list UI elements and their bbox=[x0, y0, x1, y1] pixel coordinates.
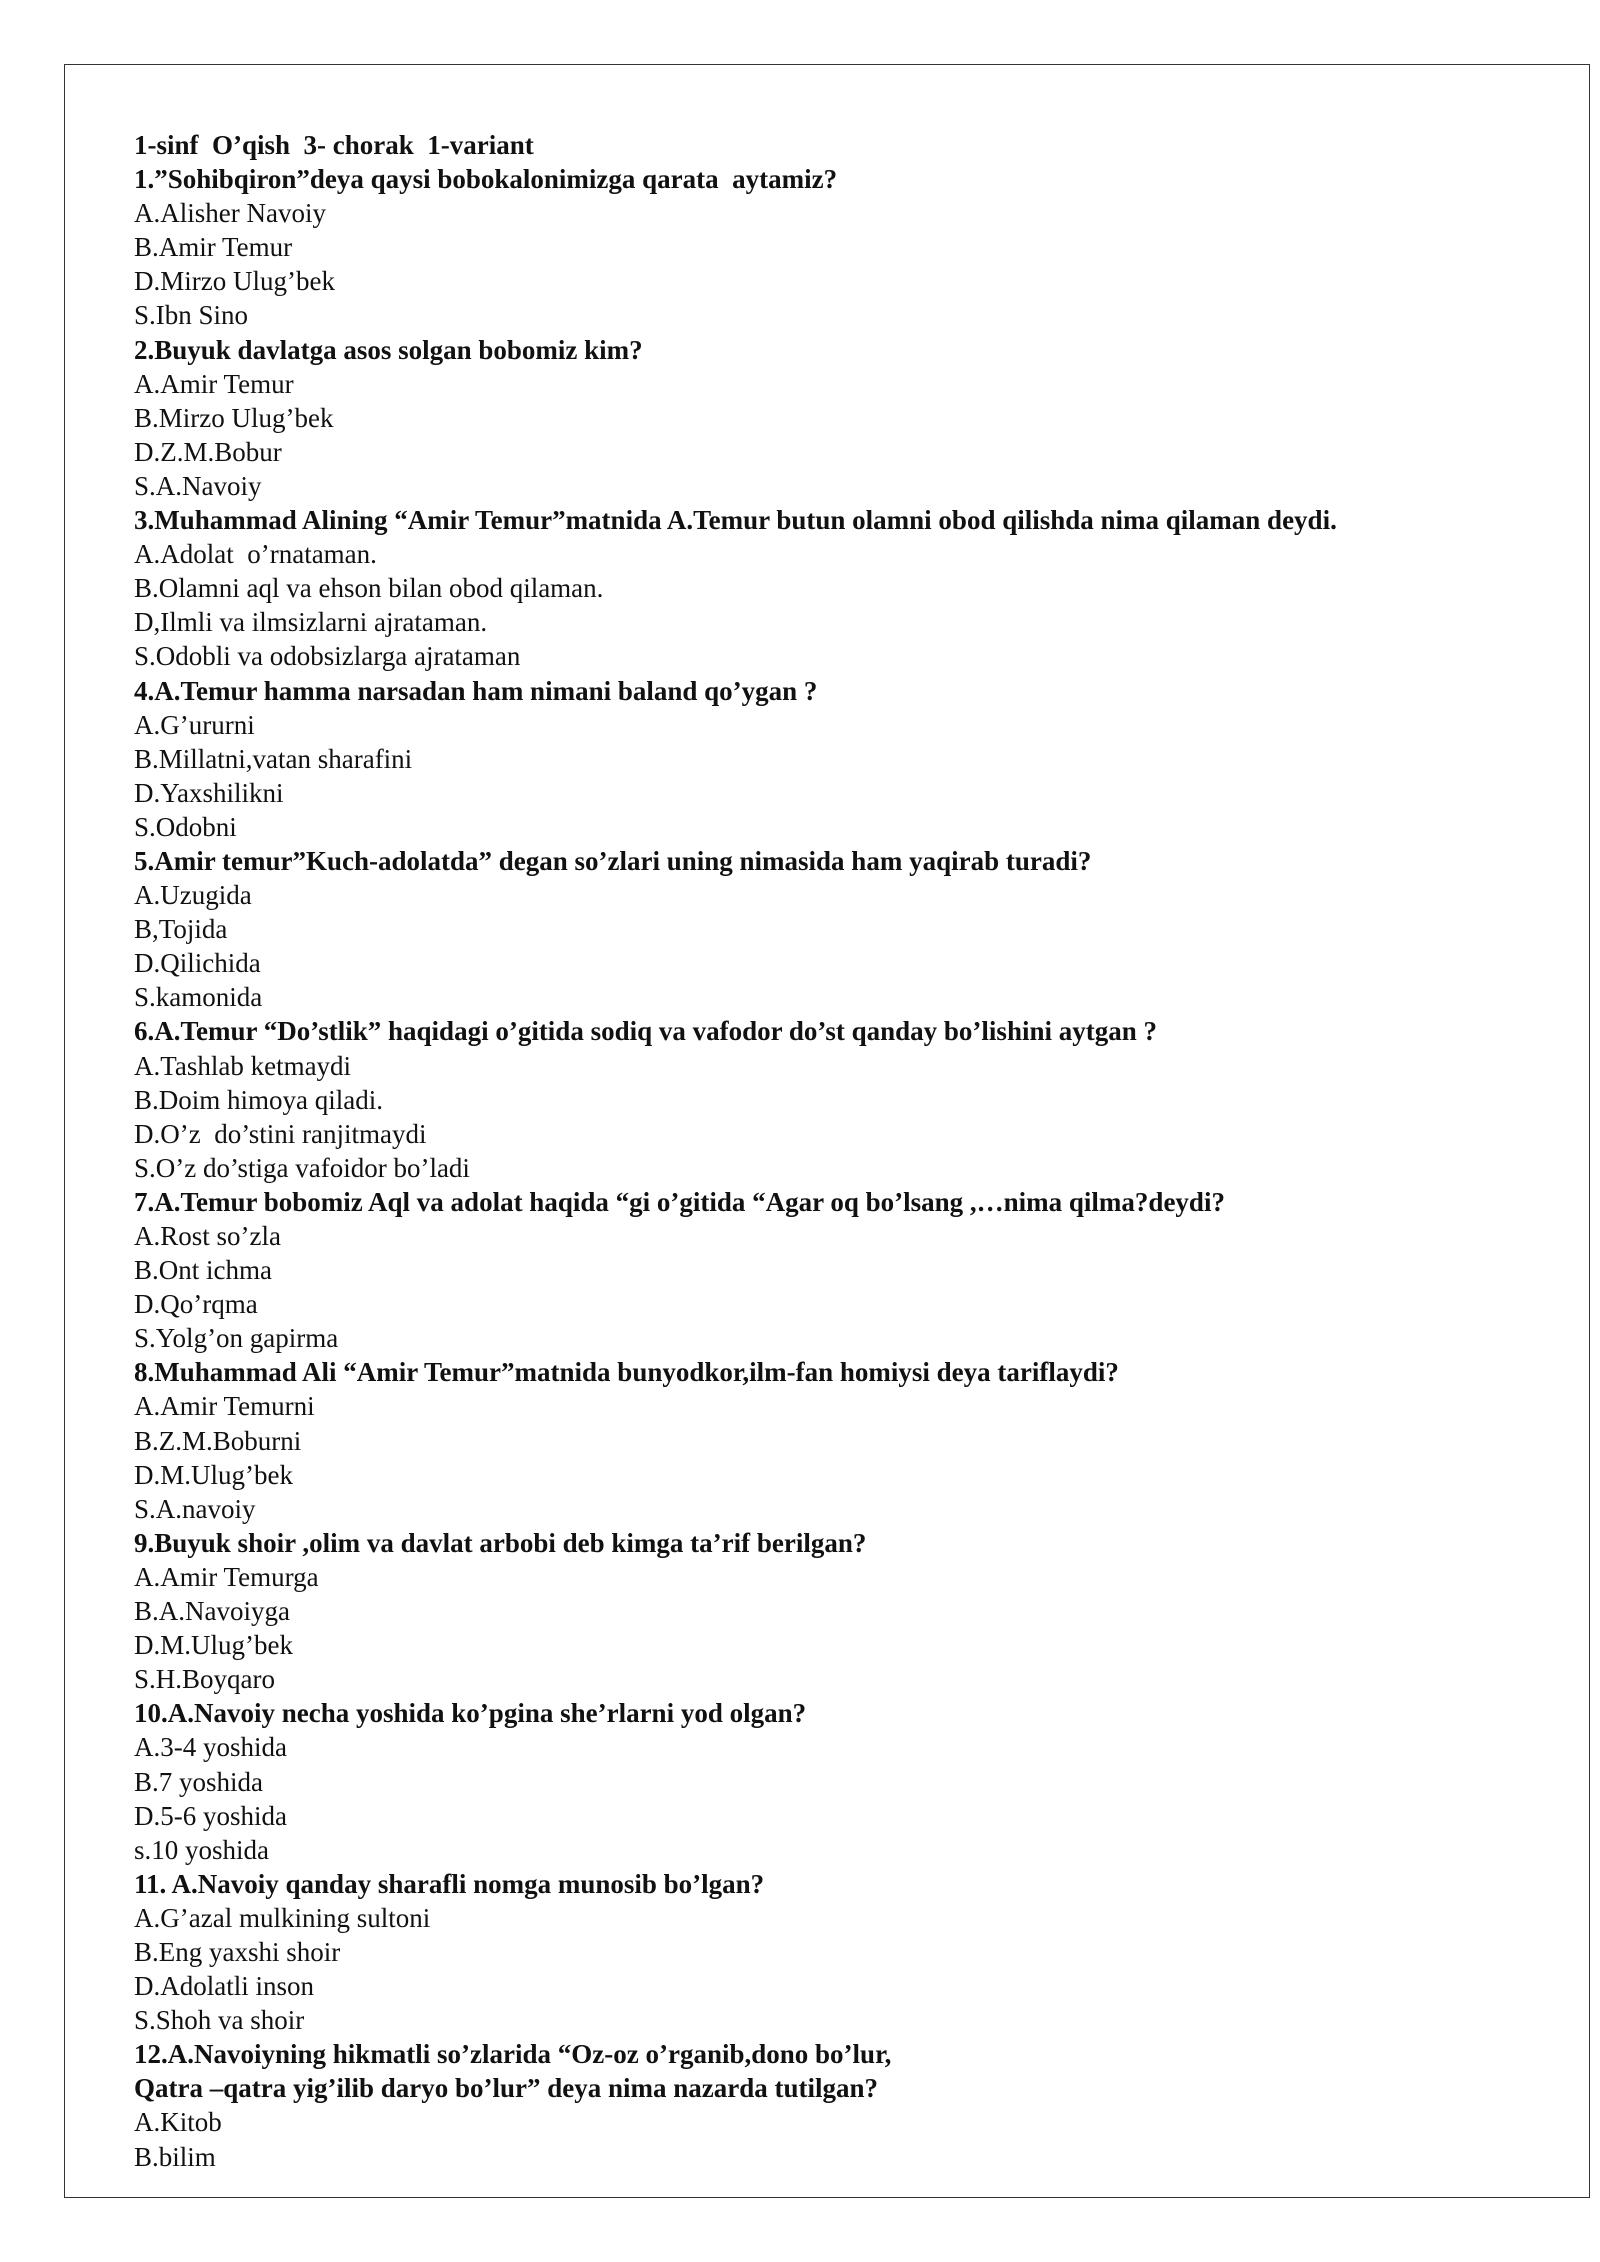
question-text: 9.Buyuk shoir ,olim va davlat arbobi deb kimga ta’rif berilgan? bbox=[134, 1527, 867, 1558]
answer-option: B,Tojida bbox=[134, 914, 228, 945]
answer-option: B.Olamni aql va ehson bilan obod qilaman. bbox=[134, 573, 604, 604]
answer-option: B.bilim bbox=[134, 2141, 216, 2172]
question-block-9 bbox=[134, 1526, 1554, 1696]
answer-option: A.Alisher Navoiy bbox=[134, 198, 326, 229]
answer-option: B.Ont ichma bbox=[134, 1255, 272, 1286]
answer-option: A.Rost so’zla bbox=[134, 1221, 281, 1251]
question-block-10 bbox=[134, 1696, 1554, 1866]
answer-option: D.5-6 yoshida bbox=[134, 1800, 287, 1831]
answer-option: S.A.navoiy bbox=[134, 1493, 256, 1524]
test-document bbox=[134, 128, 1554, 2174]
answer-option: B.A.Navoiyga bbox=[134, 1596, 290, 1627]
answer-option: B.Doim himoya qiladi. bbox=[134, 1084, 383, 1115]
answer-option: S.Shoh va shoir bbox=[134, 2005, 305, 2036]
answer-option: D.Qilichida bbox=[134, 948, 261, 979]
question-text: 2.Buyuk davlatga asos solgan bobomiz kim? bbox=[134, 334, 643, 365]
question-block-7 bbox=[134, 1185, 1554, 1355]
answer-option: A.Adolat o’rnataman. bbox=[134, 539, 377, 570]
answer-option: A.3-4 yoshida bbox=[134, 1732, 287, 1763]
answer-option: A.Uzugida bbox=[134, 880, 252, 911]
question-text: 6.A.Temur “Do’stlik” haqidagi o’gitida sodiq va vafodor do’st qanday bo’lishini aytgan ? bbox=[134, 1016, 1157, 1047]
answer-option: B.Millatni,vatan sharafini bbox=[134, 743, 413, 774]
answer-option: S.Odobni bbox=[134, 811, 237, 842]
answer-option: D.Qo’rqma bbox=[134, 1289, 258, 1320]
question-text: 1.”Sohibqiron”deya qaysi bobokalonimizga qarata aytamiz? bbox=[134, 164, 838, 195]
question-block-3 bbox=[134, 503, 1554, 673]
answer-option: D.O’z do’stini ranjitmaydi bbox=[134, 1118, 427, 1149]
answer-option: D.Mirzo Ulug’bek bbox=[134, 266, 335, 297]
question-block-5 bbox=[134, 844, 1554, 1014]
question-block-12 bbox=[134, 2037, 1554, 2173]
answer-option: A.Tashlab ketmaydi bbox=[134, 1050, 352, 1081]
answer-option: S.O’z do’stiga vafoidor bo’ladi bbox=[134, 1152, 470, 1183]
question-text: 12.A.Navoiyning hikmatli so’zlarida “Oz-oz o’rganib,dono bo’lur, bbox=[134, 2039, 892, 2070]
answer-option: B.Amir Temur bbox=[134, 232, 293, 263]
question-text: 11. A.Navoiy qanday sharafli nomga munosib bo’lgan? bbox=[134, 1868, 765, 1899]
answer-option: s.10 yoshida bbox=[134, 1834, 269, 1865]
question-text-continued: Qatra –qatra yig’ilib daryo bo’lur” deya nima nazarda tutilgan? bbox=[134, 2073, 879, 2104]
question-block-6 bbox=[134, 1014, 1554, 1184]
question-text: 8.Muhammad Ali “Amir Temur”matnida bunyodkor,ilm-fan homiysi deya tariflaydi? bbox=[134, 1357, 1119, 1388]
question-text: 7.A.Temur bobomiz Aql va adolat haqida “gi o’gitida “Agar oq bo’lsang ,…nima qilma?deydi? bbox=[134, 1186, 1225, 1217]
answer-option: S.Yolg’on gapirma bbox=[134, 1323, 339, 1354]
answer-option: B.7 yoshida bbox=[134, 1766, 264, 1797]
answer-option: S.Odobli va odobsizlarga ajrataman bbox=[134, 641, 521, 672]
question-block-4 bbox=[134, 674, 1554, 844]
question-block-8 bbox=[134, 1355, 1554, 1525]
question-text: 3.Muhammad Alining “Amir Temur”matnida A.Temur butun olamni obod qilishda nima qilaman deydi. bbox=[134, 505, 1337, 536]
answer-option: A.Amir Temurni bbox=[134, 1391, 315, 1422]
answer-option: D.Z.M.Bobur bbox=[134, 436, 282, 467]
answer-option: A.Amir Temur bbox=[134, 368, 294, 399]
answer-option: S.H.Boyqaro bbox=[134, 1664, 275, 1695]
question-block-1 bbox=[134, 162, 1554, 332]
answer-option: S.A.Navoiy bbox=[134, 470, 262, 501]
question-text: 4.A.Temur hamma narsadan ham nimani baland qo’ygan ? bbox=[134, 675, 818, 706]
question-block-11 bbox=[134, 1867, 1554, 2037]
answer-option: D.Adolatli inson bbox=[134, 1971, 314, 2002]
answer-option: D.Yaxshilikni bbox=[134, 777, 284, 808]
answer-option: B.Mirzo Ulug’bek bbox=[134, 402, 334, 433]
question-text: 5.Amir temur”Kuch-adolatda” degan so’zlari uning nimasida ham yaqirab turadi? bbox=[134, 845, 1092, 876]
answer-option: A.G’ururni bbox=[134, 709, 255, 740]
answer-option: A.Kitob bbox=[134, 2107, 222, 2138]
answer-option: D,Ilmli va ilmsizlarni ajrataman. bbox=[134, 607, 488, 638]
document-title: 1-sinf O’qish 3- chorak 1-variant bbox=[134, 130, 534, 160]
answer-option: D.M.Ulug’bek bbox=[134, 1459, 293, 1490]
answer-option: S.Ibn Sino bbox=[134, 300, 249, 331]
question-text: 10.A.Navoiy necha yoshida ko’pgina she’rlarni yod olgan? bbox=[134, 1698, 807, 1729]
answer-option: A.Amir Temurga bbox=[134, 1561, 319, 1592]
answer-option: B.Eng yaxshi shoir bbox=[134, 1936, 341, 1967]
question-block-2 bbox=[134, 333, 1554, 503]
answer-option: B.Z.M.Boburni bbox=[134, 1425, 302, 1456]
answer-option: D.M.Ulug’bek bbox=[134, 1630, 293, 1661]
answer-option: S.kamonida bbox=[134, 982, 263, 1013]
answer-option: A.G’azal mulkining sultoni bbox=[134, 1902, 431, 1933]
